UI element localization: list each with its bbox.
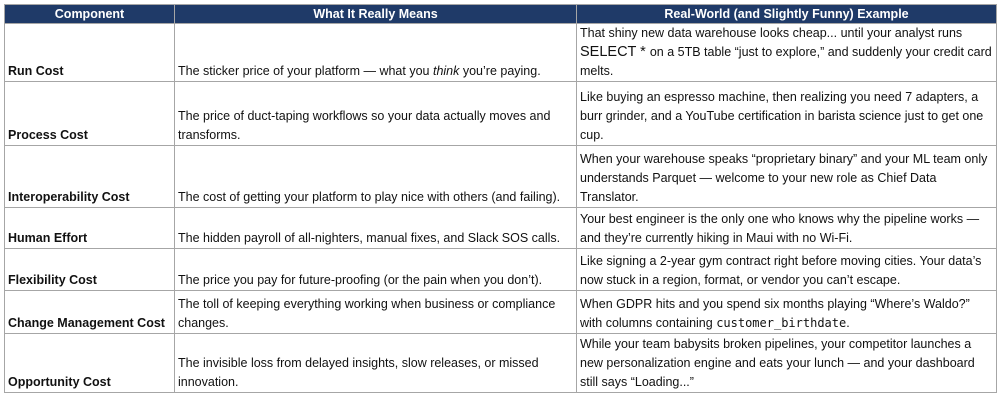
header-component: Component — [5, 5, 175, 24]
component-cell: Flexibility Cost — [5, 249, 175, 291]
meaning-cell: The hidden payroll of all-nighters, manual fixes, and Slack SOS calls. — [175, 208, 577, 249]
example-text: That shiny new data warehouse looks cheap... until your analyst runs — [580, 26, 963, 40]
example-cell — [577, 291, 997, 334]
meaning-emphasis: think — [432, 64, 460, 78]
meaning-cell — [175, 24, 577, 82]
header-row — [5, 5, 997, 24]
meaning-cell: The price of duct-taping workflows so your data actually moves and transforms. — [175, 82, 577, 146]
example-text-end: . — [846, 316, 850, 330]
example-cell: While your team babysits broken pipelines, your competitor launches a new personalization engine and eats your lunch — and your dashboard still says “Loading...” — [577, 334, 997, 393]
example-code: customer_birthdate — [716, 316, 847, 330]
table-row — [5, 146, 997, 208]
meaning-text: The sticker price of your platform — what you — [178, 64, 433, 78]
component-cell: Opportunity Cost — [5, 334, 175, 393]
table-row — [5, 208, 997, 249]
table-row — [5, 249, 997, 291]
example-text: When GDPR hits and you spend six months playing “Where’s Waldo?” with columns containing — [580, 297, 970, 330]
cost-table — [4, 4, 997, 393]
meaning-cell: The invisible loss from delayed insights, slow releases, or missed innovation. — [175, 334, 577, 393]
component-cell: Process Cost — [5, 82, 175, 146]
example-cell: Like buying an espresso machine, then realizing you need 7 adapters, a burr grinder, and a YouTube certification in barista science just to get one cup. — [577, 82, 997, 146]
example-text-end: on a 5TB table “just to explore,” and suddenly your credit card melts. — [580, 45, 992, 78]
example-cell: When your warehouse speaks “proprietary binary” and your ML team only understands Parquet — welcome to your new role as Chief Data Translator. — [577, 146, 997, 208]
example-code: SELECT * — [580, 44, 650, 60]
meaning-text-end: you’re paying. — [459, 64, 541, 78]
meaning-cell: The price you pay for future-proofing (or the pain when you don’t). — [175, 249, 577, 291]
table-row — [5, 24, 997, 82]
table-row — [5, 334, 997, 393]
header-example: Real-World (and Slightly Funny) Example — [577, 5, 997, 24]
table-row — [5, 291, 997, 334]
meaning-cell: The cost of getting your platform to play nice with others (and failing). — [175, 146, 577, 208]
component-cell: Run Cost — [5, 24, 175, 82]
example-cell — [577, 24, 997, 82]
meaning-cell: The toll of keeping everything working when business or compliance changes. — [175, 291, 577, 334]
component-cell: Human Effort — [5, 208, 175, 249]
component-cell: Change Management Cost — [5, 291, 175, 334]
table-row — [5, 82, 997, 146]
example-cell: Like signing a 2-year gym contract right before moving cities. Your data’s now stuck in a region, format, or vendor you can’t escape. — [577, 249, 997, 291]
header-meaning: What It Really Means — [175, 5, 577, 24]
example-cell: Your best engineer is the only one who knows why the pipeline works — and they’re currently hiking in Maui with no Wi-Fi. — [577, 208, 997, 249]
component-cell: Interoperability Cost — [5, 146, 175, 208]
